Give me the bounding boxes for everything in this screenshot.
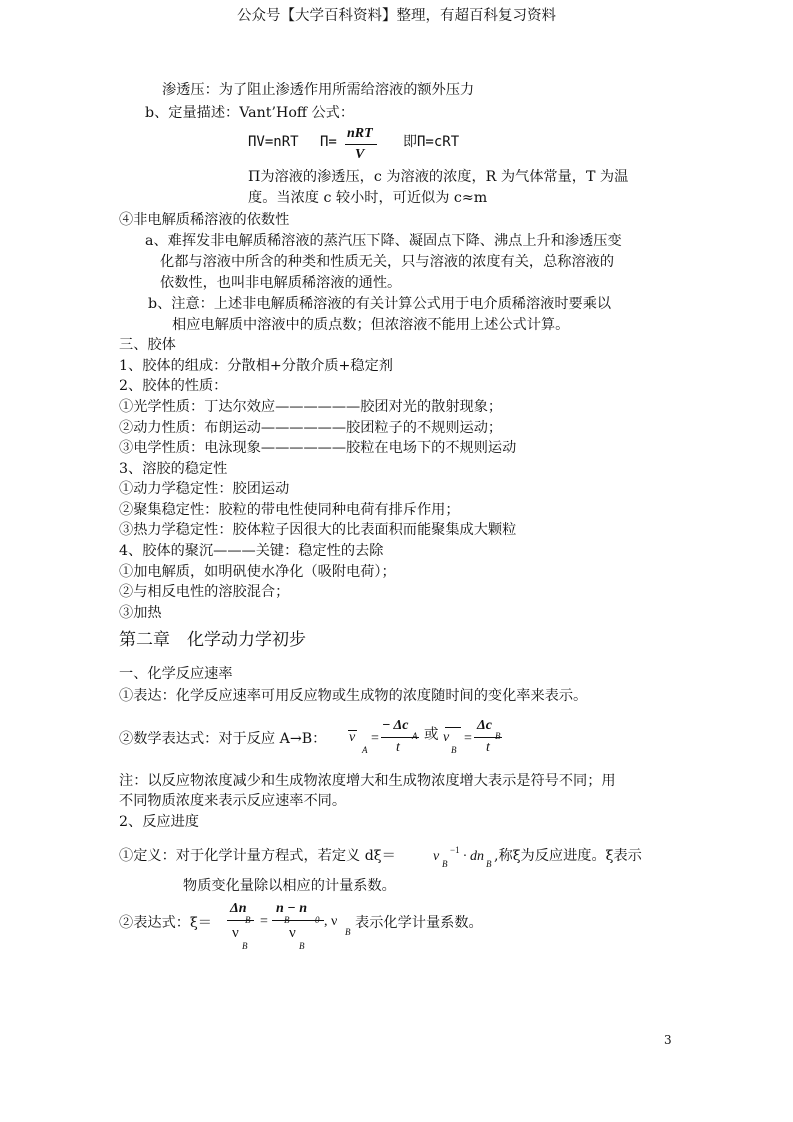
text-line: ①加电解质，如明矾使水净化（吸附电荷）； xyxy=(119,564,396,580)
text-line: 4、胶体的聚沉———关键：稳定性的去除 xyxy=(119,543,384,559)
text-line: 1、胶体的组成：分散相+分散介质+稳定剂 xyxy=(119,358,393,374)
section-heading: 三、胶体 xyxy=(119,337,176,353)
text-line: ②聚集稳定性：胶粒的带电性使同种电荷有排斥作用； xyxy=(119,502,460,518)
text-line: ②与相反电性的溶胶混合； xyxy=(119,584,290,600)
text-line: ②表达式：ξ＝ xyxy=(119,915,212,931)
text-line: ③加热 xyxy=(119,605,162,621)
text-line: 物质变化量除以相应的计量系数。 xyxy=(183,878,396,894)
text-line: 依数性，也叫非电解质稀溶液的通性。 xyxy=(160,275,402,291)
text-line: ,称ξ为反应进度。ξ表示 xyxy=(494,848,642,864)
text-line: ①光学性质：丁达尔效应——————胶团对光的散射现象； xyxy=(119,399,503,415)
section-heading: 一、化学反应速率 xyxy=(119,666,233,682)
text-line: ①动力学稳定性：胶团运动 xyxy=(119,481,290,497)
text-line: ③电学性质：电泳现象——————胶粒在电场下的不规则运动 xyxy=(119,440,517,456)
page-number: 3 xyxy=(664,1033,672,1047)
chapter-title: 第二章 化学动力学初步 xyxy=(119,630,306,650)
text-line: 渗透压：为了阻止渗透作用所需给溶液的额外压力 xyxy=(162,82,475,98)
text-line: 表示化学计量系数。 xyxy=(355,915,483,931)
text-line: ①表达：化学反应速率可用反应物或生成物的浓度随时间的变化率来表示。 xyxy=(119,688,588,704)
text-line: 2、胶体的性质： xyxy=(119,378,228,394)
text-line: b、注意：上述非电解质稀溶液的有关计算公式用于电介质稀溶液时要乘以 xyxy=(148,296,612,312)
text-line: 不同物质浓度来表示反应速率不同。 xyxy=(119,793,347,809)
text-line: 度。当浓度 c 较小时，可近似为 c≈m xyxy=(248,190,488,206)
text-line: 注：以反应物浓度减少和生成物浓度增大和生成物浓度增大表示是符号不同；用 xyxy=(119,773,616,789)
text-line: 3、溶胶的稳定性 xyxy=(119,461,228,477)
text-line: ①定义：对于化学计量方程式，若定义 dξ＝ xyxy=(119,848,396,864)
page-header: 公众号【大学百科资料】整理，有超百科复习资料 xyxy=(237,8,556,24)
section-heading: 2、反应进度 xyxy=(119,814,199,830)
text-line: ②数学表达式：对于反应 A→B： xyxy=(119,731,327,747)
text-line: ③热力学稳定性：胶体粒子因很大的比表面积而能聚集成大颗粒 xyxy=(119,522,517,538)
section-heading: ④非电解质稀溶液的依数性 xyxy=(119,212,290,228)
text-line: 相应电解质中溶液中的质点数；但浓溶液不能用上述公式计算。 xyxy=(172,317,570,333)
text-line: Π为溶液的渗透压，c 为溶液的浓度，R 为气体常量，T 为温 xyxy=(248,169,629,185)
text-line: 化都与溶液中所含的种类和性质无关，只与溶液的浓度有关，总称溶液的 xyxy=(160,254,615,270)
text-line: ②动力性质：布朗运动——————胶团粒子的不规则运动； xyxy=(119,420,503,436)
text-line: a、难挥发非电解质稀溶液的蒸汽压下降、凝固点下降、沸点上升和渗透压变 xyxy=(145,233,622,249)
text-line: b、定量描述：Vant’Hoff 公式： xyxy=(145,105,355,121)
